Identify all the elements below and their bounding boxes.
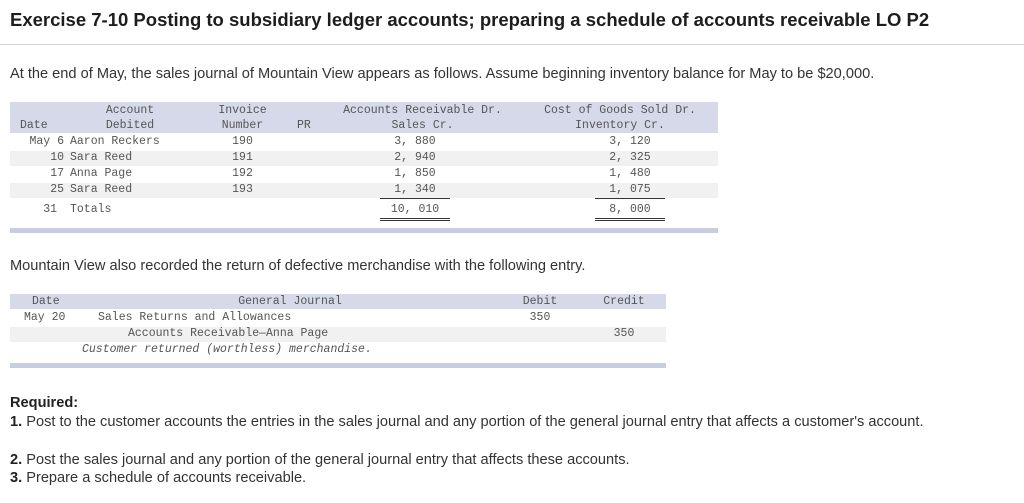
sj-ar-total-rule: [380, 218, 450, 219]
gj-header-debit: Debit: [522, 295, 558, 308]
gj-debit-account: Sales Returns and Allowances: [98, 311, 292, 324]
required-item-number: 1.: [10, 414, 23, 430]
gj-credit-amount: 350: [613, 327, 635, 340]
exercise-title: Exercise 7-10 Posting to subsidiary ledger accounts; preparing a schedule of accounts receivable LO P2: [10, 9, 930, 30]
sj-row-invoice: 192: [232, 167, 253, 180]
required-item-text: Post to the customer accounts the entries in the sales journal and any portion of the general journal entry that affects a customer's account.: [22, 414, 924, 430]
gj-memo: Customer returned (worthless) merchandise.: [82, 343, 372, 356]
required-item-2: [10, 451, 1010, 470]
sj-header-invoice-2: Number: [221, 119, 264, 132]
sj-row-date: 25: [50, 183, 64, 196]
return-entry-text: Mountain View also recorded the return of defective merchandise with the following entry.: [10, 258, 586, 274]
sj-row-cogs: 2, 325: [609, 151, 651, 164]
sj-cogs-subtotal-rule: [595, 198, 665, 199]
sj-header-invoice-1: Invoice: [218, 104, 267, 117]
sj-row-account: Anna Page: [70, 167, 133, 180]
sj-header-ar-2: Sales Cr.: [391, 119, 454, 132]
sj-row-invoice: 191: [232, 151, 253, 164]
sj-row-cogs: 1, 480: [609, 167, 651, 180]
sj-cogs-total-rule: [595, 220, 665, 221]
sj-header-account-2: Debited: [105, 119, 155, 132]
gj-header-credit: Credit: [603, 295, 645, 308]
sj-totals-label: Totals: [70, 203, 112, 216]
gj-bottom-bar: [10, 363, 666, 368]
sj-row-ar: 1, 340: [394, 183, 436, 196]
general-journal: [10, 294, 670, 374]
sj-header-ar-1: Accounts Receivable Dr.: [343, 104, 502, 117]
sj-header-cogs-2: Inventory Cr.: [575, 119, 665, 132]
sj-row-ar: 1, 850: [394, 167, 436, 180]
sj-row-ar: 3, 880: [394, 135, 436, 148]
required-item-number: 2.: [10, 452, 23, 468]
sj-row-ar: 2, 940: [394, 151, 436, 164]
sj-row-date: 10: [50, 151, 64, 164]
sj-row-account: Sara Reed: [70, 183, 133, 196]
sj-row-invoice: 193: [232, 183, 253, 196]
sj-ar-total-rule: [380, 220, 450, 221]
required-item-text: Post the sales journal and any portion of the general journal entry that affects these accounts.: [22, 452, 630, 468]
sj-header-date: Date: [20, 119, 48, 132]
sj-row-cogs: 3, 120: [609, 135, 651, 148]
sj-cogs-total-rule: [595, 218, 665, 219]
gj-date: May 20: [24, 311, 66, 324]
required-item-number: 3.: [10, 470, 23, 486]
sj-header-cogs-1: Cost of Goods Sold Dr.: [544, 104, 696, 117]
required-heading: Required:: [10, 395, 79, 411]
sj-row-account: Sara Reed: [70, 151, 133, 164]
required-item-1: [10, 413, 1010, 432]
gj-credit-account: Accounts Receivable—Anna Page: [128, 327, 329, 340]
gj-header-date: Date: [32, 295, 60, 308]
sj-row-invoice: 190: [232, 135, 253, 148]
sj-total-ar: 10, 010: [390, 203, 440, 216]
sj-row-date: May 6: [29, 135, 64, 148]
sj-total-cogs: 8, 000: [609, 203, 651, 216]
intro-text: At the end of May, the sales journal of Mountain View appears as follows. Assume beginning inventory balance for May to be $20,000.: [10, 66, 875, 82]
sj-row-date: 17: [50, 167, 64, 180]
sj-row-cogs: 1, 075: [609, 183, 651, 196]
required-item-text: Prepare a schedule of accounts receivable.: [22, 470, 307, 486]
title-divider: [0, 44, 1024, 45]
gj-debit-amount: 350: [529, 311, 551, 324]
sj-totals-date: 31: [43, 203, 57, 216]
gj-row-shade: [10, 327, 666, 342]
sj-bottom-bar: [10, 228, 718, 233]
sales-journal: [10, 102, 720, 236]
gj-header-title: General Journal: [238, 295, 342, 308]
sj-row-account: Aaron Reckers: [70, 135, 160, 148]
sj-header-account-1: Account: [105, 104, 155, 117]
sj-ar-subtotal-rule: [380, 198, 450, 199]
required-item-3: [10, 469, 1010, 488]
sj-header-pr: PR: [297, 119, 311, 132]
